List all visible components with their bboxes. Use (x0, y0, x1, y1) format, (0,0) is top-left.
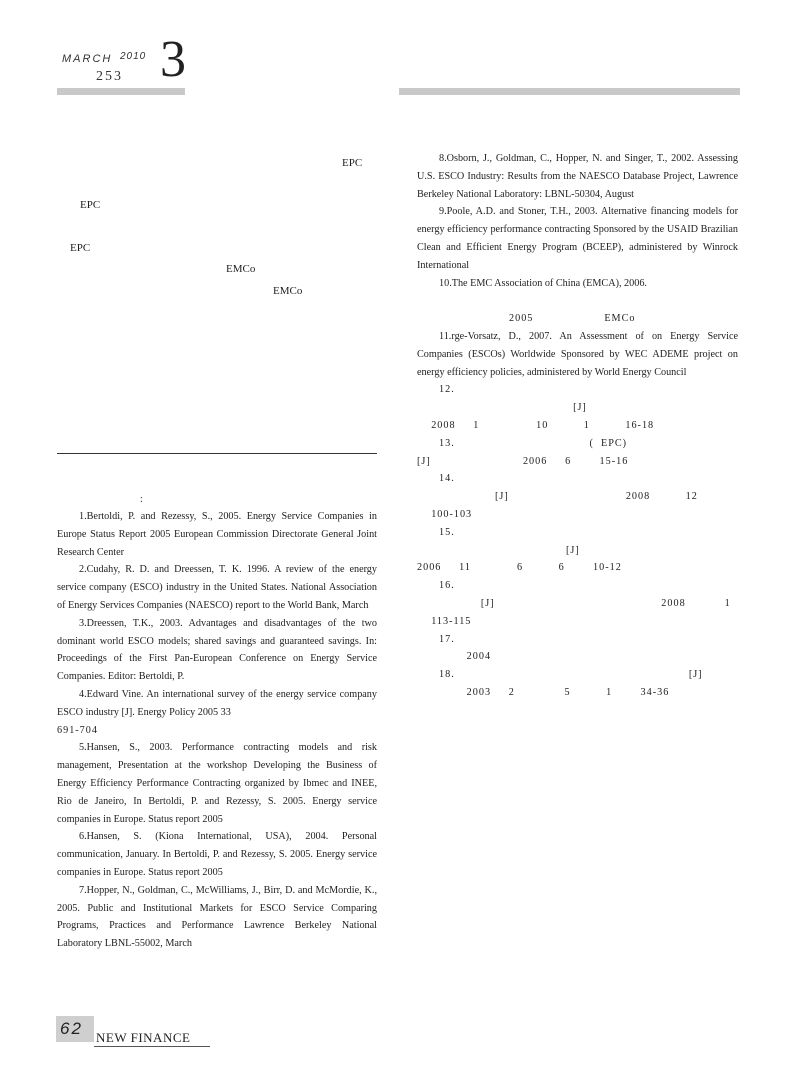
body-label-epc-3: EPC (70, 242, 91, 254)
reference-item-line: 2006 11 6 6 10-12 (417, 562, 622, 574)
header-month: MARCH (62, 53, 113, 65)
reference-item: 5.Hansen, S., 2003. Performance contracting models and risk management, Presentation at the workshop Developing the Business of Energy Efficiency Performance Contracting organized by Ibmec and INEE, Rio de Janeiro, In Bertoldi, P. and Rezessy, S. 2005. Energy service companies in Europe. Status report 2005 (57, 742, 377, 825)
reference-item-line: [J] 2008 1 (417, 597, 731, 609)
body-label-epc-2: EPC (80, 199, 101, 211)
reference-item-line: [J] (417, 402, 587, 414)
footer-page-number: 62 (60, 1019, 83, 1038)
reference-item-continuation: 691-704 (57, 724, 98, 736)
reference-item: 12. (439, 384, 455, 396)
reference-item-line: 2003 2 5 1 34-36 (417, 686, 670, 698)
reference-item: 18. [J] (439, 669, 703, 681)
reference-item: 8.Osborn, J., Goldman, C., Hopper, N. and Singer, T., 2002. Assessing U.S. ESCO Industry: Results from the NAESCO Database Project, Lawrence Berkeley National Laboratory: LBNL-50304, August (417, 153, 738, 200)
reference-item: 6.Hansen, S. (Kiona International, USA), 2004. Personal communication, January. In Bertoldi, P. and Rezessy, S. 2005. Energy service companies in Europe. Status report 2005 (57, 831, 377, 878)
reference-item: 15. (439, 526, 455, 538)
reference-item: 7.Hopper, N., Goldman, C., McWilliams, J., Birr, D. and McMordie, K., 2005. Public and Institutional Markets for ESCO Service Comparing Programs, Practices and Performance Lawrence Berkeley National Laboratory LBNL-55002, March (57, 884, 377, 950)
reference-item-line: 113-115 (417, 615, 472, 627)
reference-item: 2.Cudahy, R. D. and Dreessen, T. K. 1996. A review of the energy service company (ESCO) industry in the United States. National Association of Energy Services Companies (NAESCO) report to the World Bank, March (57, 564, 377, 611)
header-year: 2010 (120, 51, 147, 62)
reference-item: 14. (439, 473, 455, 485)
header-page-number: 253 (96, 69, 123, 84)
reference-item-line: [J] 2008 12 (417, 491, 698, 503)
header-bar-right (399, 88, 740, 95)
reference-item-continuation: 2005 EMCo (509, 313, 636, 325)
footer-underline (94, 1046, 210, 1047)
reference-item: 17. (439, 633, 455, 645)
body-label-epc-1: EPC (342, 157, 363, 169)
reference-item-line: 100-103 (417, 508, 473, 520)
body-label-emco-2: EMCo (273, 285, 303, 297)
references-heading-colon: : (140, 494, 143, 505)
reference-item-line: [J] (417, 544, 580, 556)
footer-magazine-name: NEW FINANCE (96, 1030, 191, 1045)
section-divider (57, 453, 377, 454)
reference-item-line: 2004 (417, 651, 492, 663)
body-label-emco-1: EMCo (226, 263, 256, 275)
reference-item: 13. ( EPC) (439, 437, 628, 449)
reference-item: 9.Poole, A.D. and Stoner, T.H., 2003. Alternative financing models for energy efficiency performance contracting Sponsored by the USAID Brazilian Clean and Efficient Energy Program (BCEEP), administered by Winrock International (417, 206, 738, 271)
reference-item-line: 2008 1 10 1 16-18 (417, 419, 655, 431)
reference-item-line: [J] 2006 6 15-16 (417, 455, 629, 467)
reference-item: 10.The EMC Association of China (EMCA), 2006. (439, 277, 647, 289)
reference-item: 11.rge-Vorsatz, D., 2007. An Assessment of on Energy Service Companies (ESCOs) Worldwide Sponsored by WEC ADEME project on energy efficiency policies, administered by World Energy Council (417, 330, 738, 378)
references-right-column (417, 150, 738, 702)
reference-item: 3.Dreessen, T.K., 2003. Advantages and disadvantages of the two dominant world ESCO models; shared savings and guaranteed savings. In: Proceedings of the First Pan-European Conference on Energy Service Companies. Editor: Bertoldi, P. (57, 617, 377, 683)
references-left-column (57, 508, 377, 953)
reference-item-blank (417, 292, 738, 310)
reference-item: 1.Bertoldi, P. and Rezessy, S., 2005. Energy Service Companies in Europe Status Report 2005 European Commission Directorate General Joint Research Center (57, 511, 377, 558)
reference-item: 16. (439, 580, 455, 592)
reference-item: 4.Edward Vine. An international survey of the energy service company ESCO industry [J]. Energy Policy 2005 33 (57, 688, 377, 718)
header-issue-number: 3 (160, 31, 186, 88)
header-bar-left (57, 88, 185, 95)
